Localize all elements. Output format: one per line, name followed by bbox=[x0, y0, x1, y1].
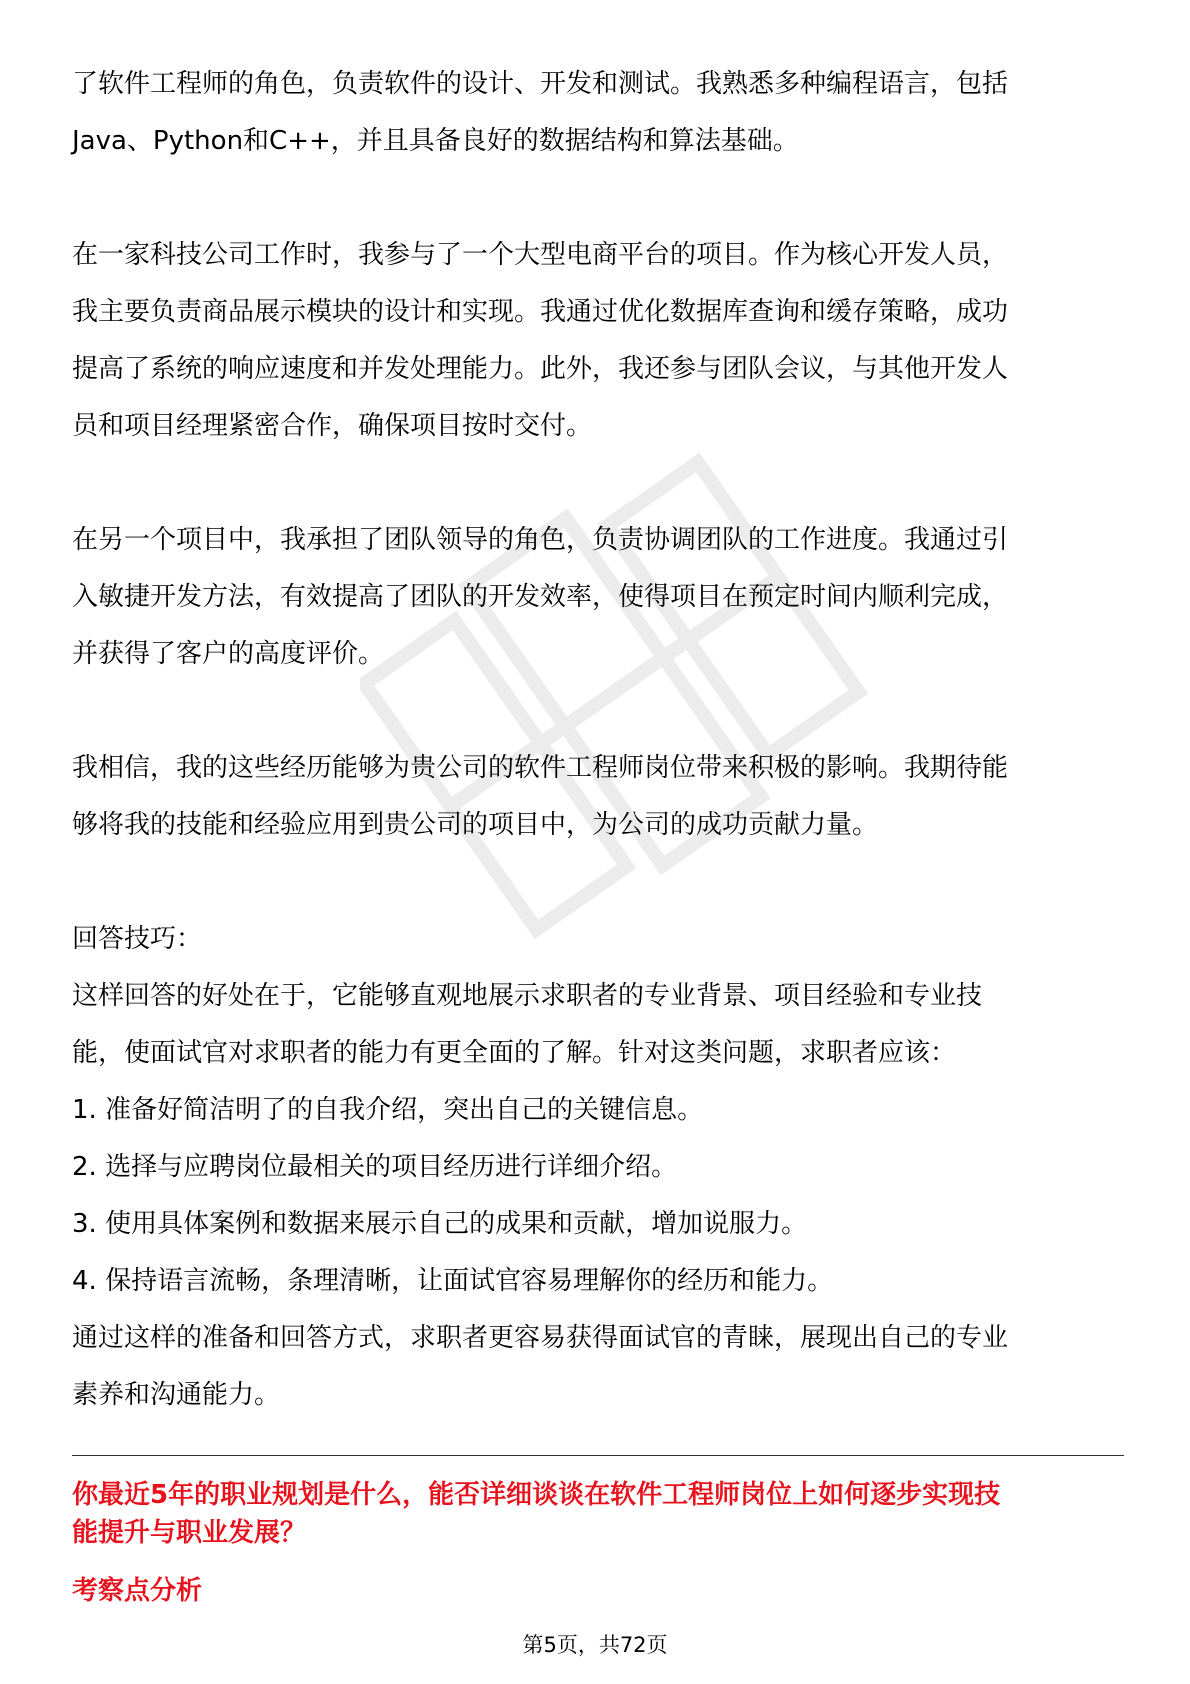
tips-conclusion-line: 通过这样的准备和回答方式，求职者更容易获得面试官的青睐，展现出自己的专业 bbox=[72, 1323, 1009, 1353]
tips-intro-line: 能，使面试官对求职者的能力有更全面的了解。针对这类问题，求职者应该： bbox=[72, 1038, 957, 1068]
paragraph-1 bbox=[72, 56, 1124, 170]
text-line: 入敏捷开发方法，有效提高了团队的开发效率，使得项目在预定时间内顺利完成， bbox=[72, 582, 1009, 612]
text-line: 在另一个项目中，我承担了团队领导的角色，负责协调团队的工作进度。我通过引 bbox=[72, 525, 1009, 555]
text-line: 我主要负责商品展示模块的设计和实现。我通过优化数据库查询和缓存策略，成功 bbox=[72, 297, 1009, 327]
question-line: 你最近5年的职业规划是什么，能否详细谈谈在软件工程师岗位上如何逐步实现技 bbox=[72, 1480, 1001, 1510]
tips-list-item: 3. 使用具体案例和数据来展示自己的成果和贡献，增加说服力。 bbox=[72, 1209, 808, 1239]
text-line: 提高了系统的响应速度和并发处理能力。此外，我还参与团队会议，与其他开发人 bbox=[72, 354, 1009, 384]
answer-tips bbox=[72, 911, 1124, 1424]
text-line: 在一家科技公司工作时，我参与了一个大型电商平台的项目。作为核心开发人员， bbox=[72, 240, 1009, 270]
tips-conclusion-line: 素养和沟通能力。 bbox=[72, 1380, 281, 1410]
text-line: 员和项目经理紧密合作，确保项目按时交付。 bbox=[72, 411, 593, 441]
page-number: 第5页，共72页 bbox=[522, 1633, 668, 1657]
tips-list-item: 2. 选择与应聘岗位最相关的项目经历进行详细介绍。 bbox=[72, 1152, 678, 1182]
body-content bbox=[72, 56, 1124, 1424]
section-title: 考察点分析 bbox=[72, 1576, 203, 1606]
tips-list-item: 4. 保持语言流畅，条理清晰，让面试官容易理解你的经历和能力。 bbox=[72, 1266, 834, 1296]
paragraph-2 bbox=[72, 227, 1124, 455]
text-line: 了软件工程师的角色，负责软件的设计、开发和测试。我熟悉多种编程语言，包括 bbox=[72, 69, 1009, 99]
interview-question bbox=[72, 1476, 1124, 1552]
paragraph-3 bbox=[72, 512, 1124, 683]
paragraph-4 bbox=[72, 740, 1124, 854]
text-line: 够将我的技能和经验应用到贵公司的项目中，为公司的成功贡献力量。 bbox=[72, 810, 879, 840]
question-line: 能提升与职业发展？ bbox=[72, 1518, 307, 1548]
tips-intro-line: 这样回答的好处在于，它能够直观地展示求职者的专业背景、项目经验和专业技 bbox=[72, 981, 983, 1011]
text-line: Java、Python和C++，并且具备良好的数据结构和算法基础。 bbox=[72, 126, 799, 156]
text-line: 并获得了客户的高度评价。 bbox=[72, 639, 385, 669]
tips-list-item: 1. 准备好简洁明了的自我介绍，突出自己的关键信息。 bbox=[72, 1095, 704, 1125]
text-line: 我相信，我的这些经历能够为贵公司的软件工程师岗位带来积极的影响。我期待能 bbox=[72, 753, 1009, 783]
tips-heading: 回答技巧： bbox=[72, 924, 203, 954]
section-divider bbox=[72, 1455, 1124, 1456]
